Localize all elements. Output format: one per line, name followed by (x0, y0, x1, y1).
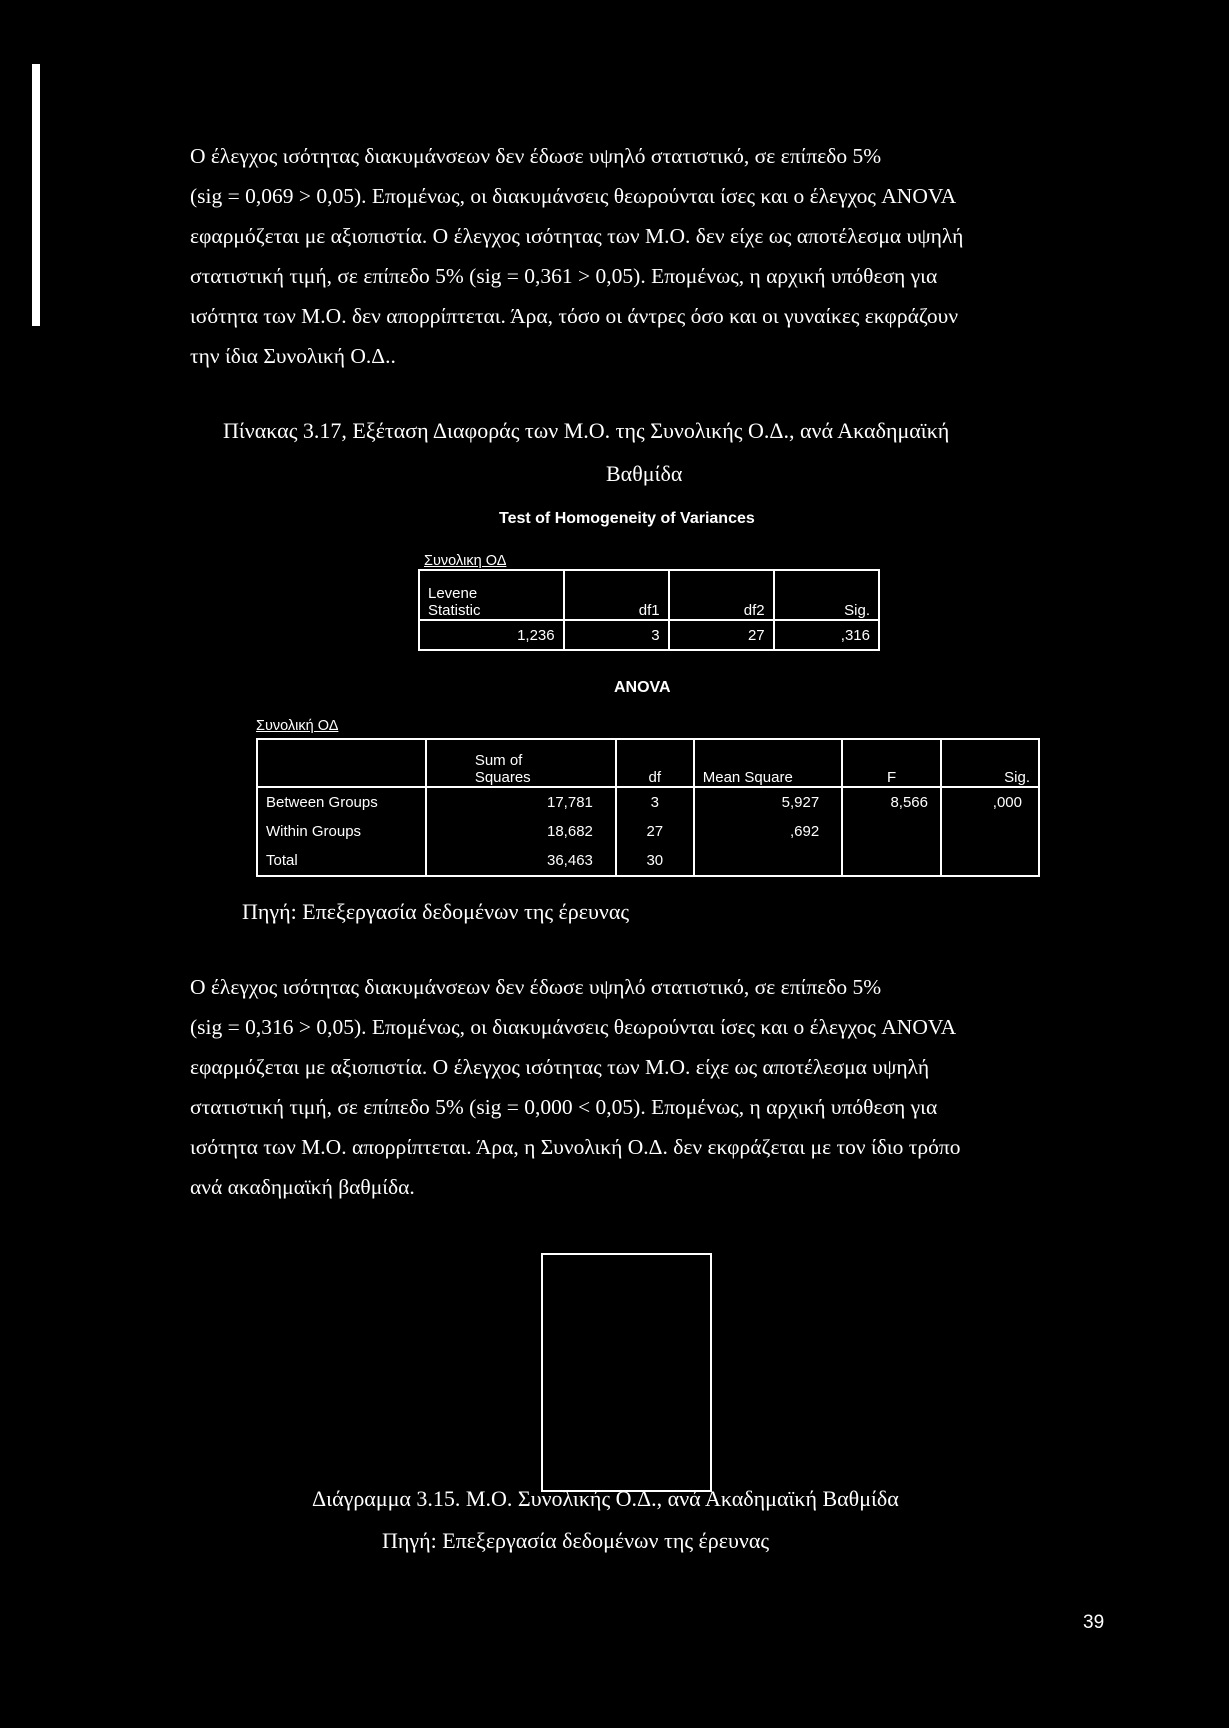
paragraph-1-line: (sig = 0,069 > 0,05). Επομένως, οι διακυμάνσεις θεωρούνται ίσες και ο έλεγχος ANOVA (190, 184, 957, 208)
header-cell: Sig. (941, 739, 1039, 787)
homogeneity-header-row (419, 570, 879, 620)
homogeneity-variable-label: Συνολικη ΟΔ (424, 553, 507, 569)
page-number: 39 (1083, 1612, 1105, 1633)
header-cell: df2 (669, 570, 774, 620)
data-cell: ,692 (694, 816, 842, 846)
figure-caption: Διάγραμμα 3.15. Μ.Ο. Συνολικής Ο.Δ., ανά Ακαδημαϊκή Βαθμίδα (312, 1486, 899, 1511)
paragraph-1-line: την ίδια Συνολική Ο.Δ.. (190, 344, 396, 368)
anova-title: ANOVA (614, 679, 671, 696)
header-cell: Mean Square (694, 739, 842, 787)
paragraph-2-line: εφαρμόζεται με αξιοπιστία. Ο έλεγχος ισότητας των Μ.Ο. είχε ως αποτέλεσμα υψηλή (190, 1055, 930, 1079)
data-cell: 8,566 (842, 787, 941, 816)
header-cell: F (842, 739, 941, 787)
source-note-1: Πηγή: Επεξεργασία δεδομένων της έρευνας (242, 899, 630, 924)
anova-header-row (257, 739, 1039, 787)
homogeneity-table (418, 569, 880, 651)
header-cell: df1 (564, 570, 669, 620)
source-note-2: Πηγή: Επεξεργασία δεδομένων της έρευνας (382, 1528, 770, 1553)
homogeneity-data-row (419, 620, 879, 650)
figure-frame (541, 1253, 712, 1492)
header-cell (257, 739, 426, 787)
table-caption-line-1: Πίνακας 3.17, Εξέταση Διαφοράς των Μ.Ο. της Συνολικής Ο.Δ., ανά Ακαδημαϊκή (223, 418, 950, 443)
paragraph-2-line: στατιστική τιμή, σε επίπεδο 5% (sig = 0,000 < 0,05). Επομένως, η αρχική υπόθεση για (190, 1095, 938, 1119)
paragraph-2 (190, 967, 1108, 1207)
anova-row (257, 846, 1039, 876)
paragraph-2-line: ανά ακαδημαϊκή βαθμίδα. (190, 1175, 415, 1199)
row-label: Between Groups (257, 787, 426, 816)
data-cell: ,000 (941, 787, 1039, 816)
anova-table (256, 738, 1040, 877)
homogeneity-title: Test of Homogeneity of Variances (499, 510, 755, 527)
paragraph-1-line: ισότητα των Μ.Ο. δεν απορρίπτεται. Άρα, τόσο οι άντρες όσο και οι γυναίκες εκφράζουν (190, 304, 959, 328)
data-cell (941, 816, 1039, 846)
paragraph-1-line: στατιστική τιμή, σε επίπεδο 5% (sig = 0,361 > 0,05). Επομένως, η αρχική υπόθεση για (190, 264, 938, 288)
paragraph-1-line: Ο έλεγχος ισότητας διακυμάνσεων δεν έδωσε υψηλό στατιστικό, σε επίπεδο 5% (190, 144, 882, 168)
anova-variable-label: Συνολική ΟΔ (256, 718, 339, 734)
header-cell: df (616, 739, 694, 787)
paragraph-2-line: ισότητα των Μ.Ο. απορρίπτεται. Άρα, η Συνολική Ο.Δ. δεν εκφράζεται με τον ίδιο τρόπο (190, 1135, 961, 1159)
data-cell: 5,927 (694, 787, 842, 816)
header-cell: Sig. (774, 570, 879, 620)
row-label: Within Groups (257, 816, 426, 846)
data-cell: 36,463 (426, 846, 616, 876)
data-cell: ,316 (774, 620, 879, 650)
header-cell: Levene Statistic (419, 570, 564, 620)
header-cell: Sum of Squares (426, 739, 616, 787)
data-cell: 17,781 (426, 787, 616, 816)
paragraph-2-line: Ο έλεγχος ισότητας διακυμάνσεων δεν έδωσε υψηλό στατιστικό, σε επίπεδο 5% (190, 975, 882, 999)
anova-row (257, 816, 1039, 846)
row-label: Total (257, 846, 426, 876)
data-cell: 3 (616, 787, 694, 816)
paragraph-1 (190, 136, 1108, 376)
data-cell (842, 816, 941, 846)
paragraph-1-line: εφαρμόζεται με αξιοπιστία. Ο έλεγχος ισότητας των Μ.Ο. δεν είχε ως αποτέλεσμα υψηλή (190, 224, 964, 248)
data-cell: 3 (564, 620, 669, 650)
data-cell (842, 846, 941, 876)
data-cell: 27 (616, 816, 694, 846)
data-cell: 1,236 (419, 620, 564, 650)
data-cell (694, 846, 842, 876)
paragraph-2-line: (sig = 0,316 > 0,05). Επομένως, οι διακυμάνσεις θεωρούνται ίσες και ο έλεγχος ANOVA (190, 1015, 957, 1039)
margin-bar (32, 64, 40, 326)
data-cell: 27 (669, 620, 774, 650)
data-cell: 30 (616, 846, 694, 876)
anova-row (257, 787, 1039, 816)
table-caption-line-2: Βαθμίδα (606, 461, 683, 486)
data-cell (941, 846, 1039, 876)
data-cell: 18,682 (426, 816, 616, 846)
